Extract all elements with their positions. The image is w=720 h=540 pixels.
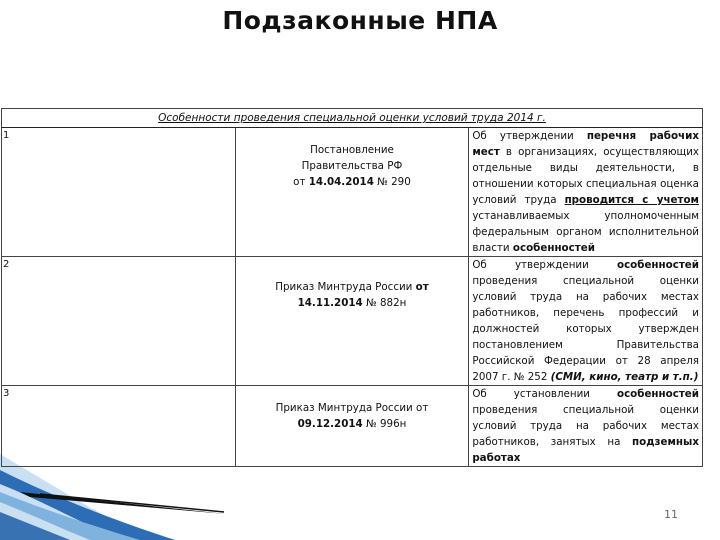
table-header: Особенности проведения специальной оценки условий труда 2014 г. bbox=[2, 109, 703, 128]
document-cell bbox=[235, 128, 469, 257]
description-emphasis: проводится с учетом bbox=[564, 194, 699, 206]
table-row bbox=[2, 128, 703, 257]
description-emphasis: (СМИ, кино, театр и т.п.) bbox=[550, 371, 699, 383]
npa-table bbox=[1, 108, 703, 467]
description-cell bbox=[469, 257, 703, 386]
description-text: проведения специальной оценки условий труда на рабочих местах работников, перечень профессий и должностей которых утвержден постановлением Правительства Российской Федерации от 28 апреля 2007 г. № 252 bbox=[472, 275, 699, 383]
document-number: № 290 bbox=[373, 176, 411, 188]
document-date: 14.11.2014 bbox=[297, 297, 363, 309]
description-emphasis: перечня рабочих мест bbox=[472, 130, 699, 158]
description-text: Об установлении bbox=[472, 388, 617, 400]
description-text: Об утверждении bbox=[472, 259, 617, 271]
document-date: 09.12.2014 bbox=[297, 418, 363, 430]
document-type: Приказ Минтруда России bbox=[275, 281, 416, 293]
row-number: 3 bbox=[2, 386, 236, 467]
description-text: устанавливаемых уполномоченным федеральным органом исполнительной власти bbox=[472, 210, 699, 254]
table-header-row bbox=[2, 109, 703, 128]
document-type: Постановление bbox=[310, 144, 394, 156]
document-issuer: Правительства РФ bbox=[301, 160, 403, 172]
document-date: 14.04.2014 bbox=[308, 176, 374, 188]
slide-title: Подзаконные НПА bbox=[222, 6, 498, 35]
description-text: проведения специальной оценки условий труда на рабочих местах работников, занятых на bbox=[472, 404, 699, 448]
document-type: Приказ Минтруда России от bbox=[275, 402, 429, 414]
table-row bbox=[2, 257, 703, 386]
row-number: 1 bbox=[2, 128, 236, 257]
row-number: 2 bbox=[2, 257, 236, 386]
description-text: Об утверждении bbox=[472, 130, 587, 142]
description-emphasis: подземных работах bbox=[472, 436, 699, 464]
document-number: № 882н bbox=[362, 297, 407, 309]
document-number: № 996н bbox=[362, 418, 407, 430]
description-emphasis: особенностей bbox=[617, 259, 699, 271]
document-date-prefix: от bbox=[293, 176, 309, 188]
description-text: в организациях, осуществляющих отдельные виды деятельности, в отношении которых специальная оценка условий труда bbox=[472, 146, 699, 206]
description-emphasis: особенностей bbox=[512, 242, 595, 254]
description-cell bbox=[469, 386, 703, 467]
description-emphasis: особенностей bbox=[617, 388, 699, 400]
document-cell bbox=[235, 386, 469, 467]
document-cell bbox=[235, 257, 469, 386]
page-number: 11 bbox=[664, 508, 678, 521]
table-row bbox=[2, 386, 703, 467]
document-date-prefix: от bbox=[415, 281, 429, 293]
description-cell bbox=[469, 128, 703, 257]
